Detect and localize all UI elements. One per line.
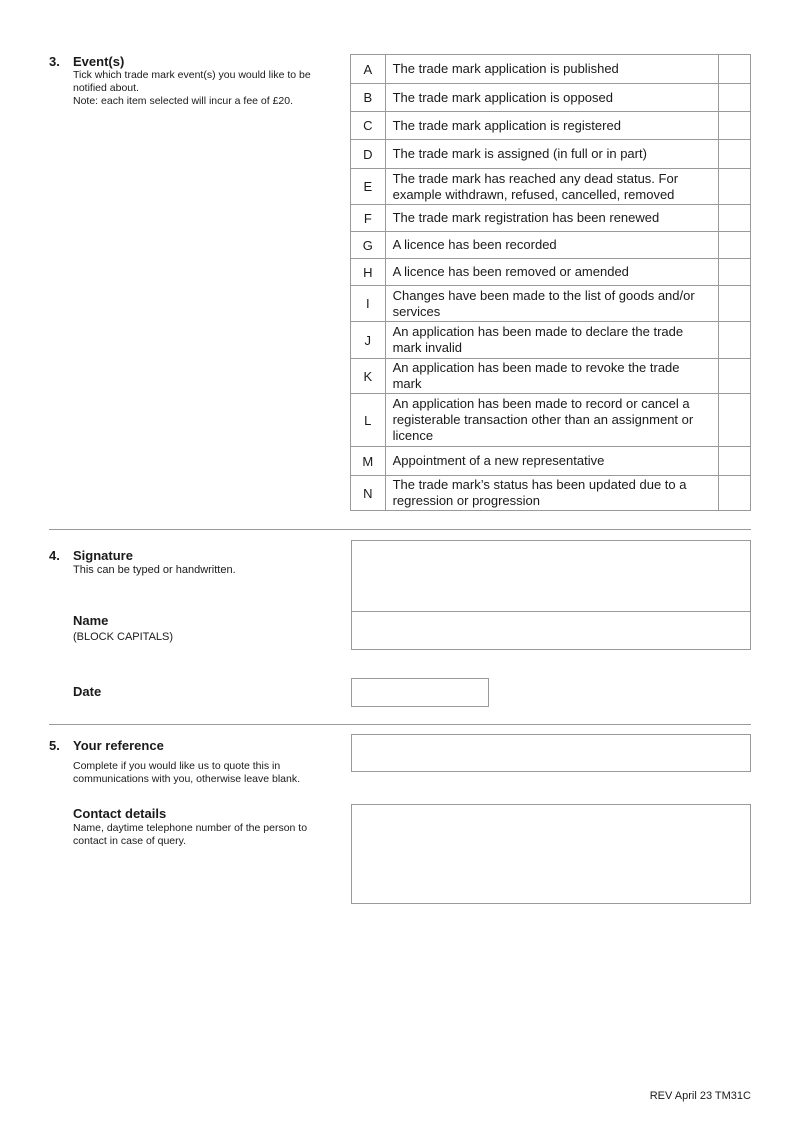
reference-title: Your reference [73, 738, 164, 753]
name-field[interactable] [351, 611, 751, 650]
event-letter: J [351, 322, 386, 359]
event-tick-box-n[interactable] [718, 476, 750, 511]
event-row-g [351, 232, 751, 259]
event-letter: M [351, 447, 386, 476]
signature-title: Signature [73, 548, 133, 563]
event-letter: H [351, 259, 386, 286]
date-field[interactable] [351, 678, 489, 707]
event-tick-box-k[interactable] [718, 359, 750, 394]
event-tick-box-m[interactable] [718, 447, 750, 476]
signature-help: This can be typed or handwritten. [73, 564, 236, 576]
event-tick-box-j[interactable] [718, 322, 750, 359]
contact-help: Name, daytime telephone number of the person to contact in case of query. [73, 822, 308, 847]
section-divider [49, 724, 751, 725]
date-title: Date [73, 684, 102, 699]
event-tick-box-i[interactable] [718, 286, 750, 322]
event-letter: A [351, 55, 386, 84]
footer-revision: REV April 23 TM31C [649, 1090, 751, 1102]
event-row-e [351, 169, 751, 205]
signature-field[interactable] [351, 540, 751, 611]
event-row-f [351, 205, 751, 232]
event-row-c [351, 112, 751, 140]
name-help: (BLOCK CAPITALS) [73, 631, 174, 643]
event-letter: L [351, 394, 386, 447]
event-description: The trade mark has reached any dead status. For example withdrawn, refused, cancelled, removed [385, 169, 718, 205]
section-3-title: Event(s) [73, 54, 125, 69]
event-tick-box-c[interactable] [718, 112, 750, 140]
event-description: A licence has been recorded [385, 232, 718, 259]
event-letter: C [351, 112, 386, 140]
event-description: An application has been made to record or cancel a registerable transaction other than an assignment or licence [385, 394, 718, 447]
event-letter: N [351, 476, 386, 511]
section-3-fee-note: Note: each item selected will incur a fee of £20. [73, 95, 294, 107]
name-title: Name [73, 613, 109, 628]
event-tick-box-d[interactable] [718, 140, 750, 169]
reference-help: Complete if you would like us to quote this in communications with you, otherwise leave blank. [73, 760, 301, 785]
event-letter: F [351, 205, 386, 232]
reference-field[interactable] [351, 734, 751, 772]
event-tick-box-g[interactable] [718, 232, 750, 259]
event-description: Appointment of a new representative [385, 447, 718, 476]
event-row-a [351, 55, 751, 84]
event-row-j [351, 322, 751, 359]
event-row-k [351, 359, 751, 394]
event-letter: K [351, 359, 386, 394]
event-tick-box-a[interactable] [718, 55, 750, 84]
event-row-m [351, 447, 751, 476]
event-tick-box-f[interactable] [718, 205, 750, 232]
event-description: The trade mark application is registered [385, 112, 718, 140]
event-description: The trade mark’s status has been updated due to a regression or progression [385, 476, 718, 511]
event-tick-box-l[interactable] [718, 394, 750, 447]
event-description: An application has been made to revoke the trade mark [385, 359, 718, 394]
event-letter: E [351, 169, 386, 205]
event-tick-box-h[interactable] [718, 259, 750, 286]
event-row-h [351, 259, 751, 286]
event-row-n [351, 476, 751, 511]
event-description: A licence has been removed or amended [385, 259, 718, 286]
event-letter: B [351, 84, 386, 112]
section-3-number: 3. [49, 54, 60, 69]
section-divider [49, 529, 751, 530]
event-description: An application has been made to declare the trade mark invalid [385, 322, 718, 359]
event-description: The trade mark application is opposed [385, 84, 718, 112]
event-description: The trade mark application is published [385, 55, 718, 84]
event-description: Changes have been made to the list of goods and/or services [385, 286, 718, 322]
event-row-d [351, 140, 751, 169]
contact-field[interactable] [351, 804, 751, 904]
event-tick-box-e[interactable] [718, 169, 750, 205]
event-tick-box-b[interactable] [718, 84, 750, 112]
events-table [350, 54, 751, 511]
event-row-i [351, 286, 751, 322]
contact-title: Contact details [73, 806, 167, 821]
event-row-b [351, 84, 751, 112]
section-4-number: 4. [49, 548, 60, 563]
event-letter: D [351, 140, 386, 169]
section-5-number: 5. [49, 738, 60, 753]
event-description: The trade mark registration has been renewed [385, 205, 718, 232]
event-letter: G [351, 232, 386, 259]
event-row-l [351, 394, 751, 447]
event-description: The trade mark is assigned (in full or in part) [385, 140, 718, 169]
section-3-help: Tick which trade mark event(s) you would like to be notified about. [73, 69, 311, 94]
event-letter: I [351, 286, 386, 322]
